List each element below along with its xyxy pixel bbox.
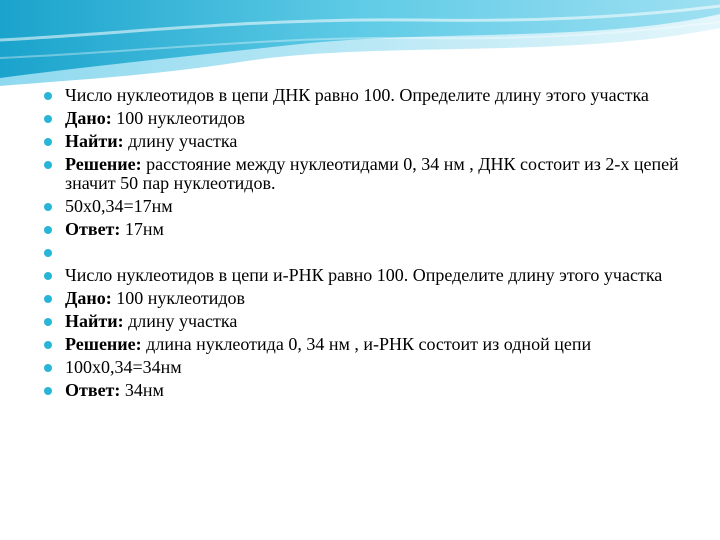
bullet-icon: [44, 272, 52, 280]
item-text: длину участка: [123, 311, 238, 331]
list-item: [44, 109, 684, 128]
list-item: [44, 220, 684, 239]
item-label: Ответ:: [65, 380, 121, 400]
bullet-icon: [44, 295, 52, 303]
item-text: Число нуклеотидов в цепи и-РНК равно 100. Определите длину этого участка: [65, 265, 663, 285]
list-item: [44, 132, 684, 151]
bullet-icon: [44, 115, 52, 123]
list-item: [44, 289, 684, 308]
item-text: 50х0,34=17нм: [65, 196, 173, 216]
bullet-icon: [44, 161, 52, 169]
item-label: Найти:: [65, 131, 124, 151]
item-text: 100 нуклеотидов: [111, 108, 246, 128]
list-item: [44, 266, 684, 285]
item-text: длина нуклеотида 0, 34 нм , и-РНК состоит из одной цепи: [141, 334, 592, 354]
item-text: 17нм: [120, 219, 164, 239]
bullet-icon: [44, 249, 52, 257]
item-label: Дано:: [65, 288, 112, 308]
item-text: 100 нуклеотидов: [111, 288, 246, 308]
item-label: Ответ:: [65, 219, 121, 239]
bullet-icon: [44, 387, 52, 395]
list-item: [44, 312, 684, 331]
item-label: Решение:: [65, 154, 142, 174]
item-text: длину участка: [123, 131, 238, 151]
list-item: [44, 381, 684, 400]
item-text: расстояние между нуклеотидами 0, 34 нм , ДНК состоит из 2-х цепей значит 50 пар нуклеотидов.: [65, 154, 679, 193]
list-item: [44, 358, 684, 377]
bullet-icon: [44, 318, 52, 326]
list-item: [44, 197, 684, 216]
bullet-list: [44, 86, 684, 404]
bullet-icon: [44, 138, 52, 146]
bullet-icon: [44, 226, 52, 234]
item-label: Дано:: [65, 108, 112, 128]
list-item-empty: [44, 243, 684, 262]
bullet-icon: [44, 341, 52, 349]
header-wave-decoration: [0, 0, 720, 90]
bullet-icon: [44, 92, 52, 100]
item-text: 100х0,34=34нм: [65, 357, 182, 377]
list-item: [44, 86, 684, 105]
item-label: Найти:: [65, 311, 124, 331]
bullet-icon: [44, 364, 52, 372]
item-label: Решение:: [65, 334, 142, 354]
item-text: 34нм: [120, 380, 164, 400]
bullet-icon: [44, 203, 52, 211]
list-item: [44, 335, 684, 354]
list-item: [44, 155, 684, 193]
item-text: Число нуклеотидов в цепи ДНК равно 100. Определите длину этого участка: [65, 85, 649, 105]
